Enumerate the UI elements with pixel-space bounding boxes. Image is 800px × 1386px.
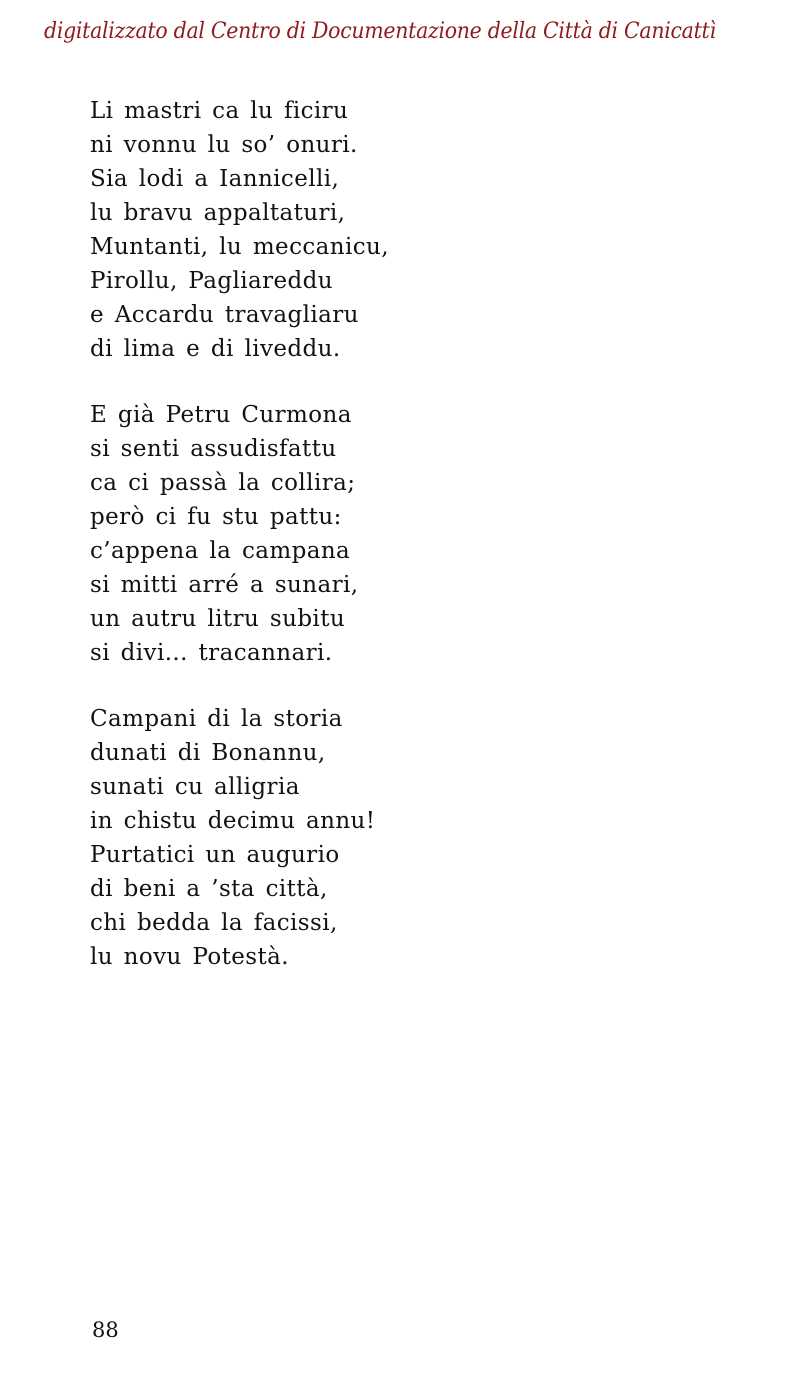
poem-line: di lima e di liveddu. [90,336,341,362]
poem-line: e Accardu travagliaru [90,302,359,328]
poem-line: c’appena la campana [90,538,351,564]
digitization-watermark: digitalizzato dal Centro di Documentazione della Città di Canicattì [44,19,716,44]
poem-line: si divi... tracannari. [90,640,333,666]
poem-stanza [90,398,358,670]
poem-line: Sia lodi a Iannicelli, [90,166,340,192]
poem-line: sunati cu alligria [90,774,300,800]
poem-line: si mitti arré a sunari, [90,572,359,598]
poem-line: Purtatici un augurio [90,842,340,868]
poem-line: un autru litru subitu [90,606,346,632]
poem-line: però ci fu stu pattu: [90,504,342,530]
poem-line: E già Petru Curmona [90,402,352,428]
poem-line: Pirollu, Pagliareddu [90,268,333,294]
poem-line: dunati di Bonannu, [90,740,326,766]
poem-line: Muntanti, lu meccanicu, [90,234,389,260]
poem-line: Li mastri ca lu ficiru [90,98,349,124]
poem-line: ca ci passà la collira; [90,470,356,496]
poem-line: ni vonnu lu so’ onuri. [90,132,358,158]
poem-line: Campani di la storia [90,706,343,732]
poem-line: lu bravu appaltaturi, [90,200,346,226]
poem-line: si senti assudisfattu [90,436,337,462]
poem-line: di beni a ’sta città, [90,876,328,902]
poem-line: lu novu Potestà. [90,944,289,970]
poem-line: chi bedda la facissi, [90,910,338,936]
page-number: 88 [92,1318,119,1342]
poem-stanza [90,94,389,366]
poem-stanza [90,702,375,974]
poem-line: in chistu decimu annu! [90,808,376,834]
